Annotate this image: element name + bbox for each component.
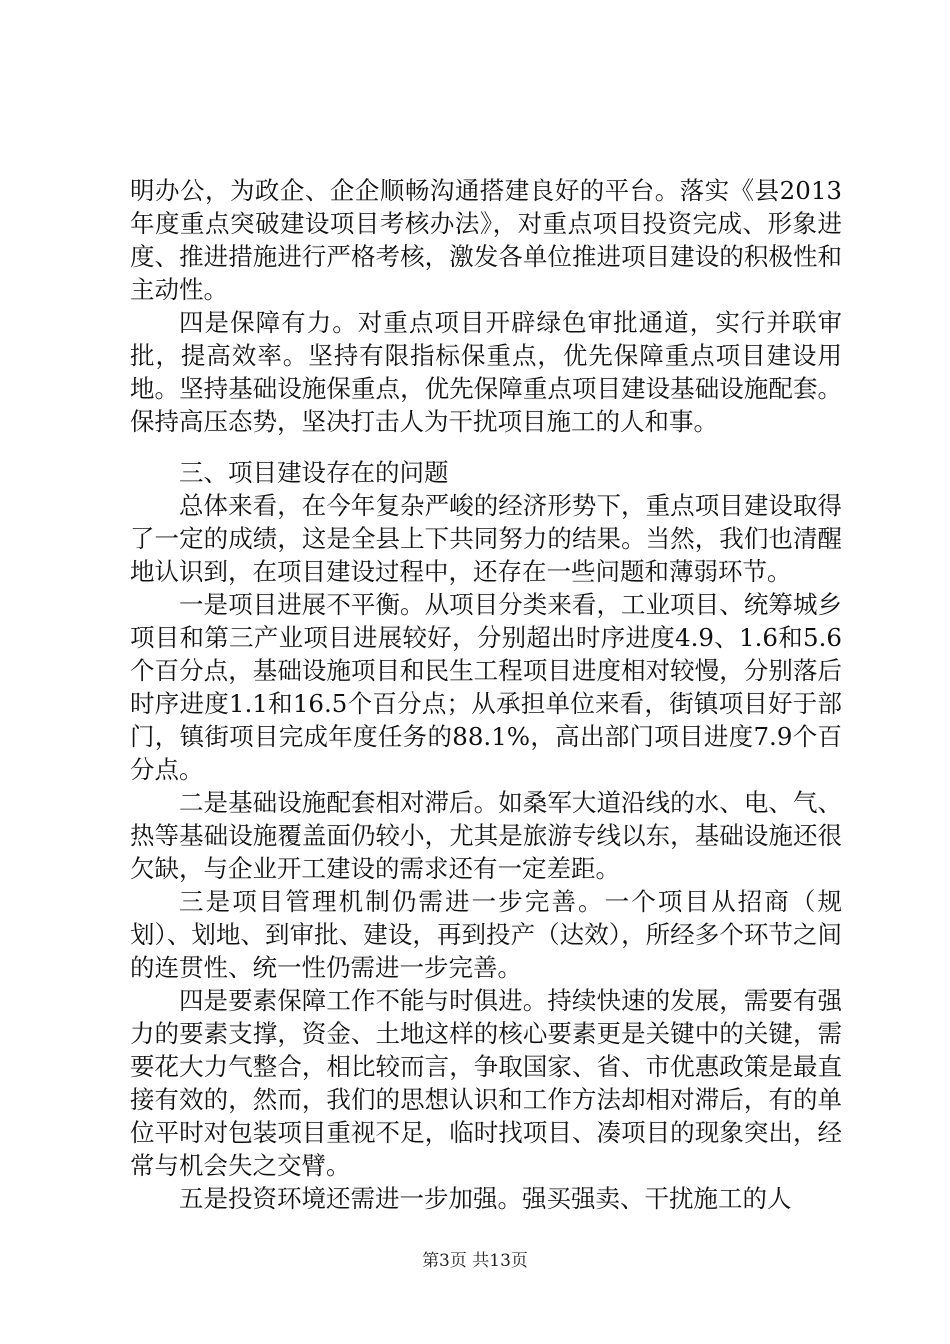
paragraph-issue-5: 五是投资环境还需进一步加强。强买强卖、干扰施工的人 (179, 1184, 792, 1213)
paragraph-issue-2: 二是基础设施配套相对滞后。如桑军大道沿线的水、电、气、热等基础设施覆盖面仍较小，尤其是旅游专线以东，基础设施还很欠缺，与企业开工建设的需求还有一定差距。 (130, 788, 842, 883)
page-number-footer: 第3页 共13页 (422, 1251, 528, 1271)
paragraph-issue-4: 四是要素保障工作不能与时俱进。持续快速的发展，需要有强力的要素支撑，资金、土地这样的核心要素更是关键中的关键，需要花大力气整合，相比较而言，争取国家、省、市优惠政策是最直接有效的，然而，我们的思想认识和工作方法却相对滞后，有的单位平时对包装项目重视不足，临时找项目、凑项目的现象突出，经常与机会失之交臂。 (130, 986, 842, 1180)
document-body (130, 174, 842, 1215)
paragraph-overview: 总体来看，在今年复杂严峻的经济形势下，重点项目建设取得了一定的成绩，这是全县上下共同努力的结果。当然，我们也清醒地认识到，在项目建设过程中，还存在一些问题和薄弱环节。 (130, 491, 842, 586)
paragraph-issue-1: 一是项目进展不平衡。从项目分类来看，工业项目、统筹城乡项目和第三产业项目进展较好，分别超出时序进度4.9、1.6和5.6个百分点，基础设施项目和民生工程项目进度相对较慢，分别落后时序进度1.1和16.5个百分点；从承担单位来看，街镇项目好于部门，镇街项目完成年度任务的88.1%，高出部门项目进度7.9个百分点。 (130, 590, 842, 784)
paragraph-guarantee: 四是保障有力。对重点项目开辟绿色审批通道，实行并联审批，提高效率。坚持有限指标保重点，优先保障重点项目建设用地。坚持基础设施保重点，优先保障重点项目建设基础设施配套。保持高压态势，坚决打击人为干扰项目施工的人和事。 (130, 308, 842, 436)
paragraph-issue-3: 三是项目管理机制仍需进一步完善。一个项目从招商（规划）、划地、到审批、建设，再到投产（达效），所经多个环节之间的连贯性、统一性仍需进一步完善。 (130, 887, 842, 982)
section-heading: 三、项目建设存在的问题 (179, 458, 449, 487)
paragraph-continuation: 明办公，为政企、企企顺畅沟通搭建良好的平台。落实《县2013年度重点突破建设项目考核办法》，对重点项目投资完成、形象进度、推进措施进行严格考核，激发各单位推进项目建设的积极性和主动性。 (130, 176, 842, 304)
